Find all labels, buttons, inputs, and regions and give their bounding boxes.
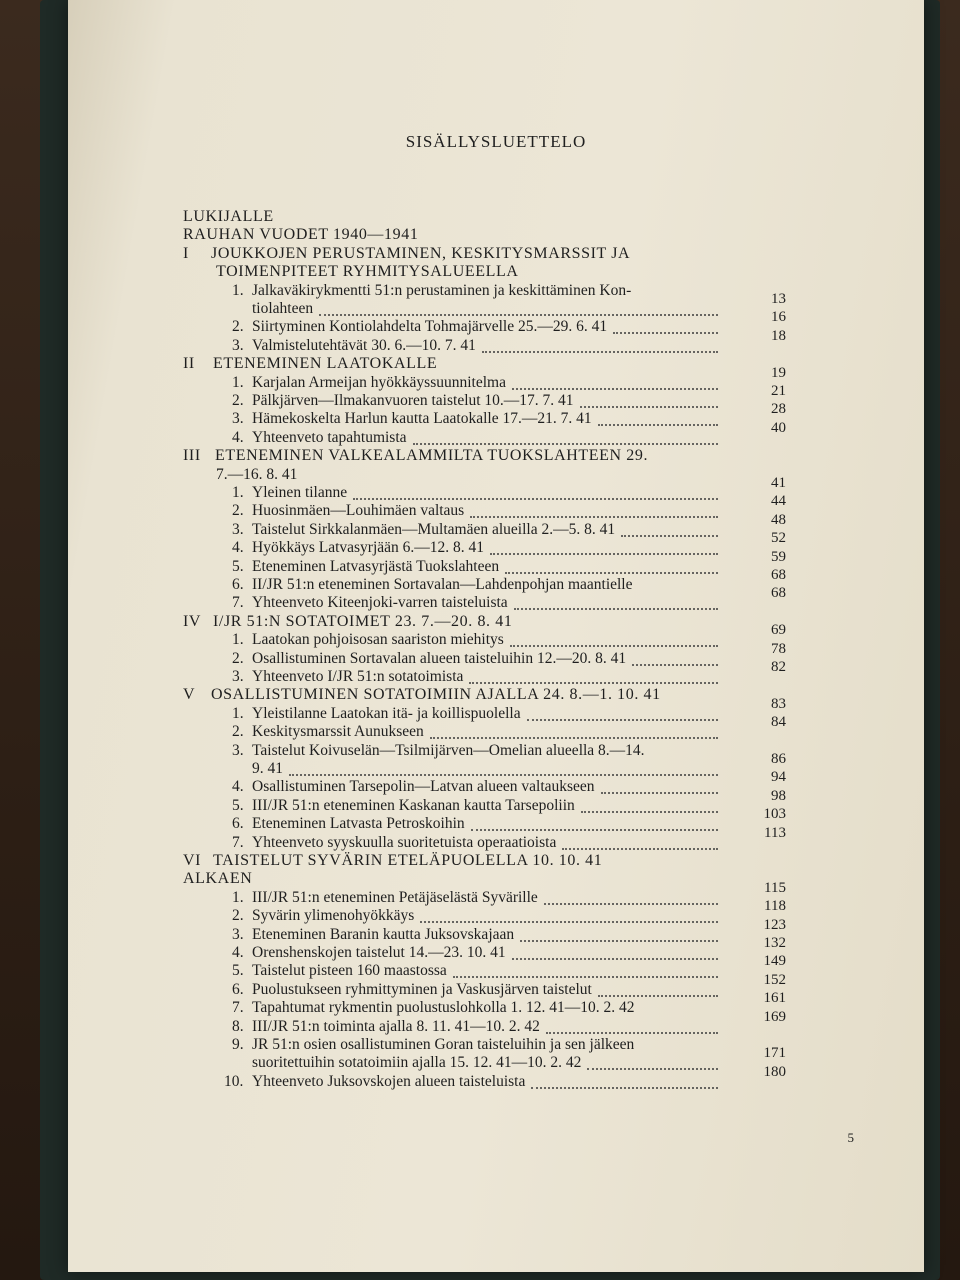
dot-leader (289, 760, 718, 776)
toc-heading: JOUKKOJEN PERUSTAMINEN, KESKITYSMARSSIT JA (211, 244, 631, 262)
toc-entry-text: 9. 41 (252, 760, 283, 777)
toc-entry-text: Hämekoskelta Harlun kautta Laatokalle 17.—21. 7. 41 (252, 410, 592, 428)
dot-leader (562, 834, 718, 850)
toc-entry-number: 4. (232, 428, 244, 446)
toc-entry-number: 2. (232, 392, 244, 409)
dot-leader (505, 558, 718, 574)
dot-leader (544, 889, 718, 905)
toc-entry-text: Keskitysmarssit Aunukseen (252, 723, 424, 741)
toc-page-number: 123 (763, 916, 786, 933)
toc-heading: ALKAEN (183, 870, 253, 888)
toc-entry-number: 10. (224, 1072, 244, 1090)
toc-entry-number: 5. (232, 796, 244, 814)
toc-entry-number: 1. (232, 888, 244, 906)
toc-entry-number: 2. (232, 649, 244, 667)
toc-page-number: 84 (771, 714, 786, 731)
toc-entry-number: 6. (232, 815, 244, 833)
toc-entry-text: Orenshenskojen taistelut 14.—23. 10. 41 (252, 944, 506, 961)
toc-entry-text: Jalkaväkirykmentti 51:n perustaminen ja keskittäminen Kon- (252, 281, 632, 299)
toc-entry-number: 6. (232, 980, 244, 998)
dot-leader (512, 374, 718, 390)
toc-entry-text: Syvärin ylimenohyökkäys (252, 907, 415, 925)
dot-leader (598, 410, 718, 426)
dot-leader (420, 907, 718, 923)
dot-leader (413, 429, 718, 445)
toc-page-number: 78 (771, 640, 786, 657)
toc-page-number: 82 (771, 659, 786, 675)
dot-leader (319, 300, 718, 316)
toc-entry-number: 2. (232, 502, 244, 520)
dot-leader (546, 1018, 718, 1034)
dot-leader (471, 815, 718, 831)
toc-entry-text: Yhteenveto tapahtumista (252, 428, 407, 446)
toc-heading: ETENEMINEN LAATOKALLE (213, 355, 438, 373)
toc-entry-number: 6. (232, 576, 244, 593)
dot-leader (453, 962, 718, 978)
toc-entry-number: II (183, 355, 195, 373)
toc-page-number: 28 (771, 401, 786, 418)
toc-entry-number: III (183, 447, 201, 465)
toc-entry-text: Taistelut Koivuselän—Tsilmijärven—Omelian alueella 8.—14. (252, 741, 645, 759)
toc-entry-number: 2. (232, 318, 244, 336)
toc-page-number: 68 (771, 585, 786, 602)
dot-leader (482, 337, 718, 353)
toc-entry-text: Laatokan pohjoisosan saariston miehitys (252, 631, 504, 649)
dot-leader (527, 705, 718, 721)
toc-entry-text: III/JR 51:n toiminta ajalla 8. 11. 41—10. 2. 42 (252, 1017, 540, 1035)
toc-entry-number: 2. (232, 723, 244, 741)
toc-entry-text: tiolahteen (252, 300, 314, 317)
toc-entry-text: Yleinen tilanne (252, 484, 348, 501)
dot-leader (581, 797, 718, 813)
toc-entry-text: Taistelut Sirkkalanmäen—Multamäen alueilla 2.—5. 8. 41 (252, 520, 616, 538)
toc-heading: OSALLISTUMINEN SOTATOIMIIN AJALLA 24. 8.—1. 10. 41 (211, 686, 661, 704)
toc-entry-text: II/JR 51:n eteneminen Sortavalan—Lahdenpohjan maantielle (252, 576, 633, 593)
toc-entry-number: 1. (232, 631, 244, 649)
toc-entry-number: 3. (232, 668, 244, 685)
dot-leader (510, 631, 718, 647)
toc-page-number: 86 (771, 751, 786, 767)
dot-leader (490, 539, 718, 555)
toc-page-number: 13 (771, 291, 786, 307)
toc-entry-text: Yhteenveto syyskuulla suoritetuista operaatioista (252, 833, 557, 851)
toc-page-number: 132 (763, 935, 786, 951)
toc-entry-text: Eteneminen Latvasyrjästä Tuokslahteen (252, 557, 500, 575)
dot-leader (601, 778, 718, 794)
toc-entry-number: 2. (232, 907, 244, 925)
dot-leader (470, 502, 718, 518)
dot-leader (587, 1054, 718, 1070)
toc-entry-text: Taistelut pisteen 160 maastossa (252, 962, 447, 980)
toc-entry-number: 4. (232, 778, 244, 796)
toc-entry-number: 3. (232, 741, 244, 759)
dot-leader (430, 723, 718, 739)
toc-page-number: 41 (771, 475, 786, 491)
dot-leader (520, 926, 718, 942)
dot-leader (621, 521, 718, 537)
toc-entry-number: 1. (232, 484, 244, 501)
dot-leader (632, 650, 718, 666)
toc-page-number: 52 (771, 530, 786, 547)
toc-entry-text: Huosinmäen—Louhimäen valtaus (252, 502, 465, 520)
toc-heading: RAUHAN VUODET 1940—1941 (183, 226, 419, 244)
toc-page-number: 161 (763, 990, 786, 1007)
toc-entry-text: 7.—16. 8. 41 (216, 465, 298, 483)
toc-entry-text: Eteneminen Baranin kautta Juksovskajaan (252, 925, 515, 943)
toc-entry-text: III/JR 51:n eteneminen Kaskanan kautta Tarsepoliin (252, 796, 575, 814)
toc-entry-text: Yleistilanne Laatokan itä- ja koillispuolella (252, 704, 521, 722)
toc-page-number: 103 (763, 806, 786, 823)
toc-page-number: 18 (771, 327, 786, 344)
toc-page-number: 118 (764, 898, 786, 915)
toc-entry-number: 9. (232, 1036, 244, 1053)
toc-heading: LUKIJALLE (183, 208, 274, 225)
toc-page-number: 21 (771, 383, 786, 399)
toc-entry-text: Osallistuminen Sortavalan alueen taisteluihin 12.—20. 8. 41 (252, 649, 627, 667)
toc-entry-text: Puolustukseen ryhmittyminen ja Vaskusjärven taistelut (252, 980, 592, 998)
toc-page-number: 44 (771, 493, 786, 510)
toc-entry-number: 3. (232, 410, 244, 428)
toc-entry-number: 7. (232, 594, 244, 612)
toc-container (68, 0, 924, 1272)
toc-entry-text: Karjalan Armeijan hyökkäyssuunnitelma (252, 373, 506, 391)
toc-entry-text: III/JR 51:n eteneminen Petäjäselästä Syvärille (252, 888, 538, 906)
dot-leader (512, 944, 718, 960)
toc-page-number: 149 (763, 953, 786, 970)
toc-entry-number: 8. (232, 1017, 244, 1035)
toc-page-number: 16 (771, 309, 786, 326)
toc-entry-number: 1. (232, 373, 244, 391)
toc-page-number: 169 (763, 1008, 786, 1025)
toc-page-number: 19 (771, 364, 786, 381)
toc-entry-number: 3. (232, 336, 244, 354)
toc-page-number: 94 (771, 769, 786, 786)
toc-entry-number: 5. (232, 962, 244, 980)
toc-entry-number: V (183, 686, 196, 704)
toc-entry-number: 3. (232, 925, 244, 943)
page-title: SISÄLLYSLUETTELO (405, 132, 587, 151)
toc-entry-number: 1. (232, 281, 244, 299)
dot-leader (353, 484, 718, 500)
toc-entry-text: Pälkjärven—Ilmakanvuoren taistelut 10.—17. 7. 41 (252, 392, 574, 409)
dot-leader (598, 981, 718, 997)
toc-heading: TOIMENPITEET RYHMITYSALUEELLA (216, 263, 519, 281)
page-number: 5 (847, 1130, 854, 1145)
dot-leader (469, 668, 718, 684)
toc-entry-text: Yhteenveto Juksovskojen alueen taisteluista (252, 1072, 526, 1090)
toc-entry-number: 5. (232, 557, 244, 575)
dot-leader (613, 318, 718, 334)
toc-entry-text: JR 51:n osien osallistuminen Goran taisteluihin ja sen jälkeen (252, 1036, 635, 1053)
dot-leader (580, 392, 718, 408)
toc-entry-number: 7. (232, 999, 244, 1017)
toc-page-number: 180 (763, 1063, 786, 1080)
toc-entry-text: Siirtyminen Kontiolahdelta Tohmajärvelle 25.—29. 6. 41 (252, 318, 608, 336)
toc-entry-number: 1. (232, 704, 244, 722)
toc-page-number: 69 (771, 622, 786, 639)
toc-entry-number: VI (183, 852, 202, 869)
toc-entry-text: Yhteenveto I/JR 51:n sotatoimista (252, 668, 464, 685)
toc-entry-number: 4. (232, 539, 244, 557)
book-page (68, 0, 924, 1272)
toc-entry-text: suoritettuihin sotatoimiin ajalla 15. 12. 41—10. 2. 42 (252, 1054, 582, 1072)
toc-entry-text: Tapahtumat rykmentin puolustuslohkolla 1. 12. 41—10. 2. 42 (252, 999, 635, 1017)
toc-page-number: 171 (763, 1045, 786, 1062)
toc-page-number: 59 (771, 548, 786, 565)
toc-entry-number: 3. (232, 520, 244, 538)
toc-entry-text: Hyökkäys Latvasyrjään 6.—12. 8. 41 (252, 539, 485, 557)
toc-entry-number: 4. (232, 944, 244, 961)
toc-page-number: 115 (764, 879, 786, 896)
toc-entry-text: Valmistelutehtävät 30. 6.—10. 7. 41 (252, 336, 476, 354)
toc-heading: ETENEMINEN VALKEALAMMILTA TUOKSLAHTEEN 29. (215, 447, 649, 465)
toc-page-number: 98 (771, 787, 786, 804)
toc-page-number: 40 (771, 419, 786, 436)
toc-entry-number: IV (183, 612, 202, 630)
toc-entry-text: Osallistuminen Tarsepolin—Latvan alueen valtaukseen (252, 778, 595, 796)
toc-page-number: 152 (763, 971, 786, 988)
toc-entry-text: Eteneminen Latvasta Petroskoihin (252, 815, 465, 833)
toc-entry-number: 7. (232, 833, 244, 851)
toc-entry-number: I (183, 244, 189, 262)
toc-page-number: 113 (764, 824, 786, 841)
toc-entry-text: Yhteenveto Kiteenjoki-varren taisteluista (252, 594, 508, 612)
toc-page-number: 83 (771, 695, 786, 712)
toc-page-number: 68 (771, 567, 786, 583)
toc-heading: I/JR 51:N SOTATOIMET 23. 7.—20. 8. 41 (213, 612, 513, 630)
toc-heading: TAISTELUT SYVÄRIN ETELÄPUOLELLA 10. 10. 41 (213, 852, 603, 869)
dot-leader (514, 594, 718, 610)
dot-leader (531, 1073, 718, 1089)
toc-page-number: 48 (771, 511, 786, 528)
